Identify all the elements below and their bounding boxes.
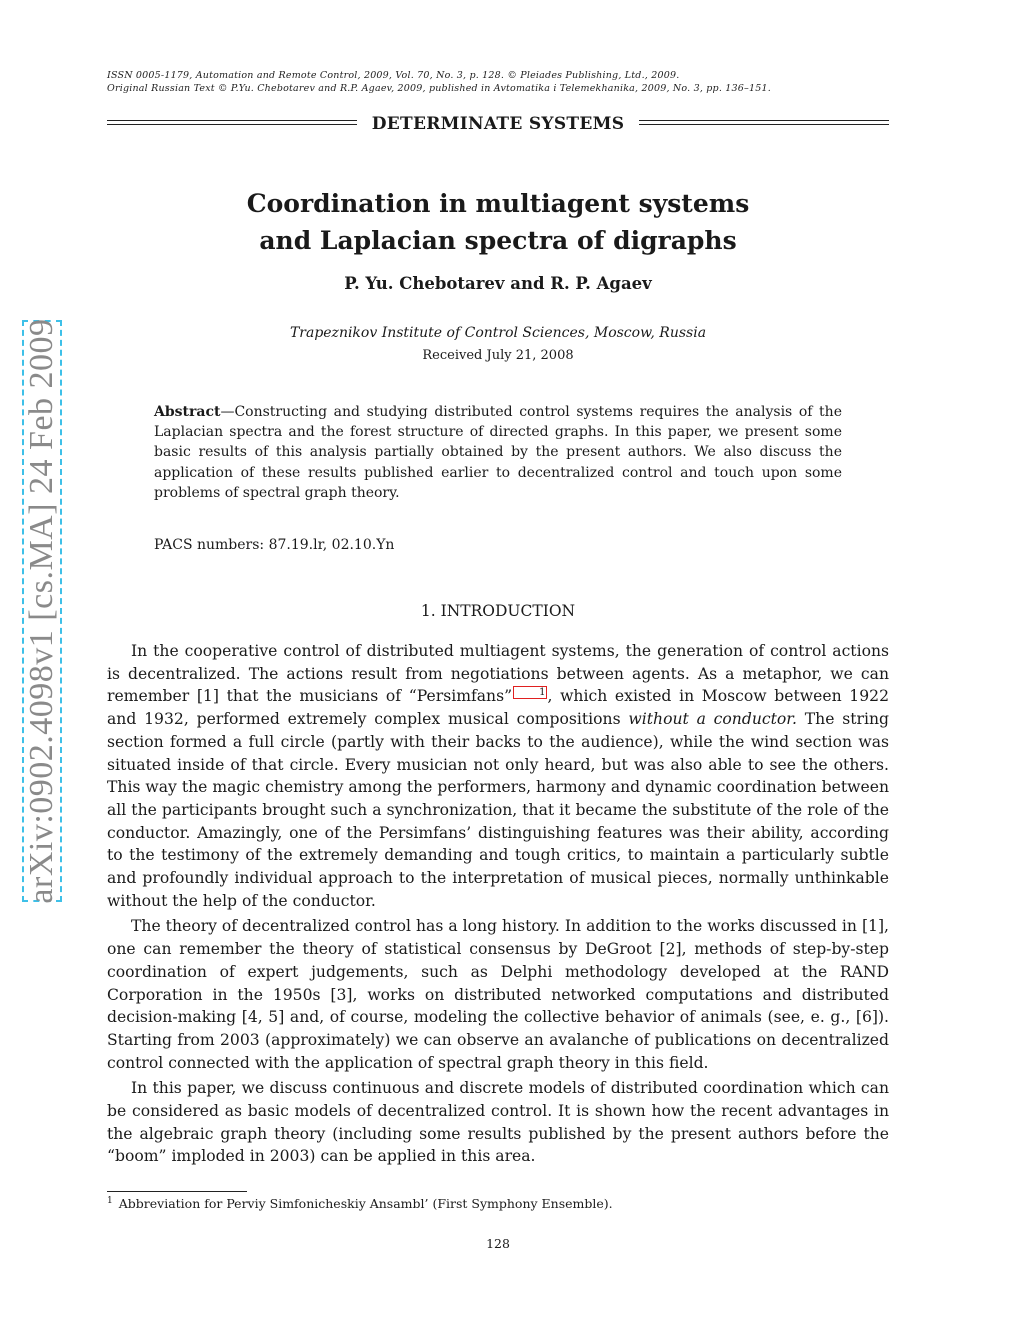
p1-emphasis: without a conductor.	[628, 710, 797, 729]
received-date: Received July 21, 2008	[422, 348, 574, 363]
p1-part-b: , which existed in Moscow between 1922 and 1932, performed extremely complex musical compositions	[107, 687, 889, 729]
section-heading: 1. INTRODUCTION	[420, 602, 576, 620]
title-line-2: and Laplacian spectra of digraphs	[259, 226, 737, 255]
paper-title	[0, 185, 996, 259]
page-number: 128	[486, 1236, 510, 1251]
abstract-text: —Constructing and studying distributed control systems requires the analysis of the Laplacian spectra and the forest structure of directed graphs. In this paper, we present some basic results of this analysis partially obtained by the present authors. We also discuss the application of these results published earlier to decentralized control and touch upon some problems of spectral graph theory.	[154, 404, 842, 501]
banner-label: DETERMINATE SYSTEMS	[371, 114, 625, 134]
p1-part-a: In the cooperative control of distributed multiagent systems, the generation of control actions is decentralized. The actions result from negotiations between agents. As a metaphor, we can remember [1] that the musicians of “Persimfans”	[107, 642, 889, 706]
abstract	[154, 402, 842, 503]
affiliation: Trapeznikov Institute of Control Sciences, Moscow, Russia	[289, 325, 707, 341]
arxiv-stamp-text: arXiv:0902.4098v1 [cs.MA] 24 Feb 2009	[23, 318, 60, 904]
footnote-text: Abbreviation for Perviy Simfonicheskiy Ansambl’ (First Symphony Ensemble).	[118, 1196, 613, 1212]
paragraph-3: In this paper, we discuss continuous and discrete models of distributed coordination which can be considered as basic models of decentralized control. It is shown how the recent advantages in the algebraic graph theory (including some results published by the present authors before the “boom” imploded in 2003) can be applied in this area.	[107, 1079, 889, 1166]
footnote-mark: 1	[107, 1196, 113, 1206]
footnote	[107, 1196, 613, 1211]
banner-rule-right	[639, 120, 889, 125]
body-text	[107, 640, 889, 1171]
arxiv-stamp[interactable]	[22, 320, 62, 902]
section-banner	[107, 114, 889, 134]
p1-part-c: The string section formed a full circle (partly with their backs to the audience), while the wind section was situated inside of that circle. Every musician not only heard, but was also able to see the others. This way the magic chemistry among the performers, harmony and dynamic coordination between all the participants brought such a synchronization, that it became the substitute of the role of the conductor. Amazingly, one of the Persimfans’ distinguishing features was their ability, according to the testimony of the extremely demanding and tough critics, to maintain a particularly subtle and profoundly individual approach to the interpretation of musical pieces, normally unthinkable without the help of the conductor.	[107, 710, 890, 910]
footnote-rule	[107, 1191, 247, 1192]
title-line-1: Coordination in multiagent systems	[246, 189, 750, 218]
authors: P. Yu. Chebotarev and R. P. Agaev	[344, 274, 652, 293]
journal-header-line-2: Original Russian Text © P.Yu. Chebotarev and R.P. Agaev, 2009, published in Avtomatika i Telemekhanika, 2009, No. 3, pp. 136–151.	[107, 83, 771, 94]
abstract-label: Abstract	[154, 404, 221, 420]
paragraph-2: The theory of decentralized control has a long history. In addition to the works discussed in [1], one can remember the theory of statistical consensus by DeGroot [2], methods of step-by-step coordination of expert judgements, such as Delphi methodology developed at the RAND Corporation in the 1950s [3], works on distributed networked computations and distributed decision-making [4, 5] and, of course, modeling the collective behavior of animals (see, e. g., [6]). Starting from 2003 (approximately) we can observe an avalanche of publications on decentralized control connected with the application of spectral graph theory in this field.	[107, 917, 889, 1072]
footnote-link[interactable]: 1	[513, 686, 547, 699]
journal-header-line-1: ISSN 0005-1179, Automation and Remote Control, 2009, Vol. 70, No. 3, p. 128. © Pleiades Publishing, Ltd., 2009.	[107, 70, 680, 81]
paragraph-1	[107, 640, 889, 912]
pacs-numbers: PACS numbers: 87.19.lr, 02.10.Yn	[154, 537, 395, 553]
